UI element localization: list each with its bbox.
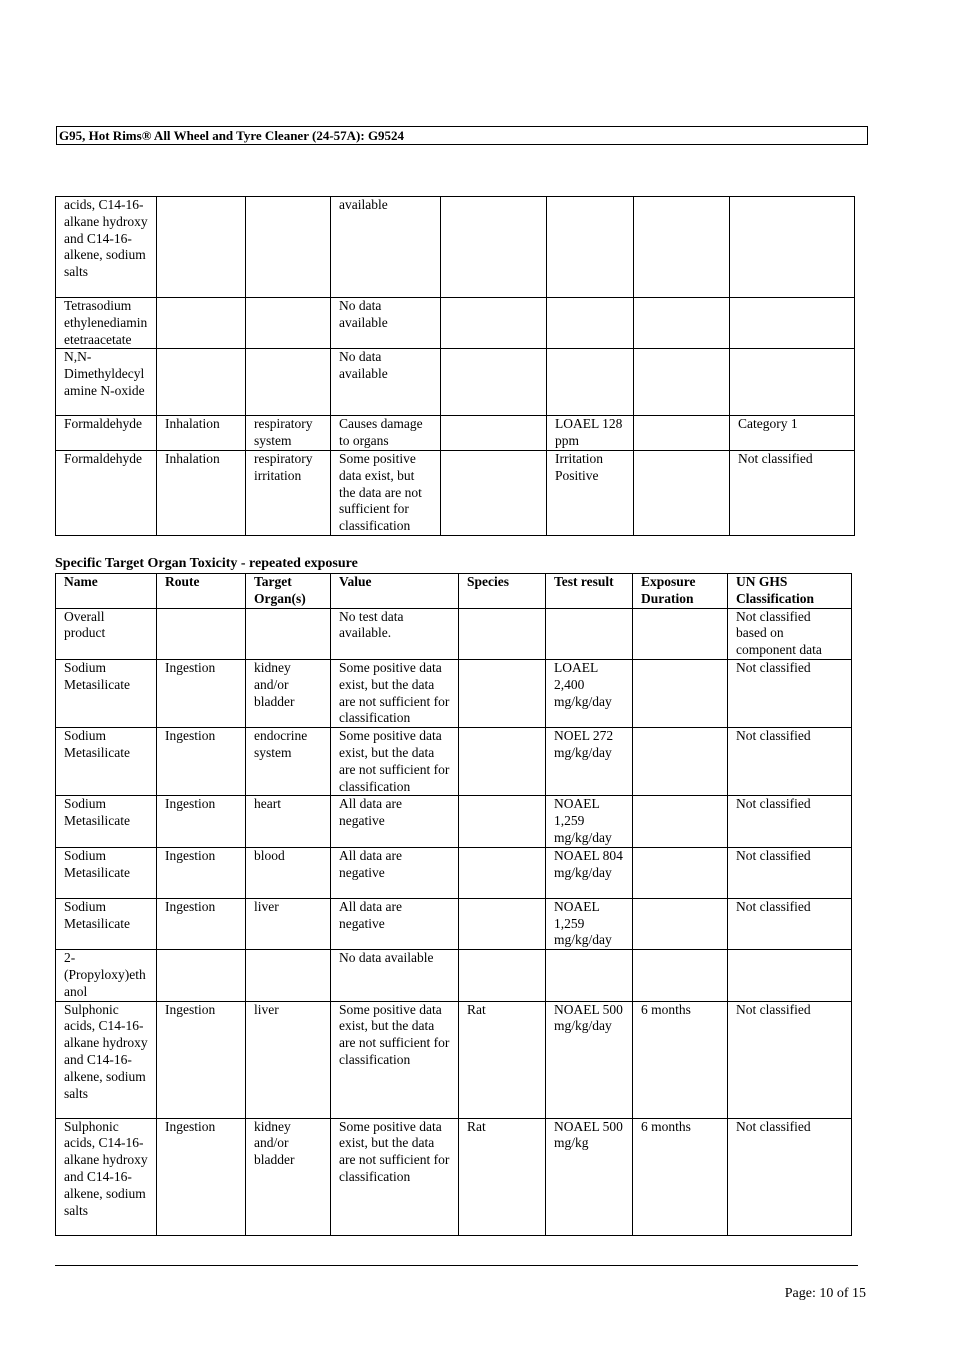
table-cell: Sodium Metasilicate [56, 728, 157, 796]
table-cell [246, 197, 331, 298]
table-cell: Ingestion [157, 898, 246, 949]
table-cell: heart [246, 796, 331, 847]
table-cell: NOAEL 1,259 mg/kg/day [546, 898, 633, 949]
table-cell [441, 197, 547, 298]
table-cell: Tetrasodium ethylenediaminetetraacetate [56, 298, 157, 349]
table-cell: Ingestion [157, 728, 246, 796]
table-row [56, 450, 855, 535]
table-row [56, 847, 852, 898]
table-cell [157, 950, 246, 1001]
table-cell: All data are negative [331, 898, 459, 949]
table-cell [459, 950, 546, 1001]
table-cell: available [331, 197, 441, 298]
table-cell [634, 349, 730, 416]
table-row [56, 608, 852, 659]
table-cell: Not classified [728, 1001, 852, 1118]
table-cell [634, 197, 730, 298]
table-cell: 6 months [633, 1001, 728, 1118]
table-cell [459, 728, 546, 796]
table-cell [634, 416, 730, 451]
table-cell [633, 796, 728, 847]
table-cell: Not classified [728, 847, 852, 898]
table-cell: acids, C14-16-alkane hydroxy and C14-16-alkene, sodium salts [56, 197, 157, 298]
table-cell: Inhalation [157, 416, 246, 451]
table-row [56, 898, 852, 949]
table-cell: Ingestion [157, 1118, 246, 1235]
table-cell [441, 450, 547, 535]
table-cell: Category 1 [730, 416, 855, 451]
table-cell [441, 298, 547, 349]
table-cell: LOAEL 128 ppm [547, 416, 634, 451]
table-cell [157, 197, 246, 298]
table-cell [633, 898, 728, 949]
table-cell: No data available [331, 298, 441, 349]
table-cell: Some positive data exist, but the data are not sufficient for classification [331, 1118, 459, 1235]
table-cell [246, 608, 331, 659]
table-cell: Irritation Positive [547, 450, 634, 535]
table-cell: Ingestion [157, 659, 246, 727]
table-cell: respiratory irritation [246, 450, 331, 535]
table-cell: Sodium Metasilicate [56, 796, 157, 847]
table-row [56, 197, 855, 298]
table-cell [634, 450, 730, 535]
table-cell: LOAEL 2,400 mg/kg/day [546, 659, 633, 727]
table-cell: Not classified [728, 898, 852, 949]
column-header: Route [157, 574, 246, 609]
table-cell: Not classified [730, 450, 855, 535]
table-cell [547, 349, 634, 416]
table-cell: NOAEL 1,259 mg/kg/day [546, 796, 633, 847]
table-cell [633, 659, 728, 727]
table-cell [633, 950, 728, 1001]
table-cell: Sodium Metasilicate [56, 847, 157, 898]
table-cell: All data are negative [331, 847, 459, 898]
table-cell [633, 608, 728, 659]
table-row [56, 298, 855, 349]
column-header: Species [459, 574, 546, 609]
column-header: Value [331, 574, 459, 609]
table-cell: Rat [459, 1118, 546, 1235]
table-row [56, 416, 855, 451]
table-cell: NOAEL 500 mg/kg/day [546, 1001, 633, 1118]
table-cell: Overall product [56, 608, 157, 659]
table-cell: Some positive data exist, but the data are not sufficient for classification [331, 1001, 459, 1118]
table-cell [157, 349, 246, 416]
table-cell: NOAEL 804 mg/kg/day [546, 847, 633, 898]
table-cell: respiratory system [246, 416, 331, 451]
table-cell [246, 298, 331, 349]
table-cell [157, 298, 246, 349]
table-cell: All data are negative [331, 796, 459, 847]
table-cell: Not classified [728, 728, 852, 796]
table-cell [547, 298, 634, 349]
table-row [56, 1118, 852, 1235]
table-cell: Some positive data exist, but the data are not sufficient for classification [331, 728, 459, 796]
table-row [56, 950, 852, 1001]
table-cell [246, 950, 331, 1001]
table-cell [730, 349, 855, 416]
table-cell [730, 298, 855, 349]
table-cell [634, 298, 730, 349]
table-cell: NOAEL 500 mg/kg [546, 1118, 633, 1235]
table-cell: endocrine system [246, 728, 331, 796]
table-header-row [56, 574, 852, 609]
table-cell [633, 728, 728, 796]
table-cell: Ingestion [157, 796, 246, 847]
table-cell [547, 197, 634, 298]
table-cell: liver [246, 898, 331, 949]
table-cell: Not classified [728, 1118, 852, 1235]
table-cell [157, 608, 246, 659]
column-header: Test result [546, 574, 633, 609]
table-cell: 6 months [633, 1118, 728, 1235]
table-cell: kidney and/or bladder [246, 659, 331, 727]
section-title-repeated-exposure: Specific Target Organ Toxicity - repeated exposure [55, 556, 358, 571]
table-row [56, 659, 852, 727]
page-number: Page: 10 of 15 [784, 1286, 866, 1301]
table-cell: Not classified [728, 659, 852, 727]
table-cell: No test data available. [331, 608, 459, 659]
table-cell: NOEL 272 mg/kg/day [546, 728, 633, 796]
column-header: Target Organ(s) [246, 574, 331, 609]
table-cell: Sulphonic acids, C14-16-alkane hydroxy and C14-16-alkene, sodium salts [56, 1118, 157, 1235]
table-cell [459, 659, 546, 727]
table-cell [441, 416, 547, 451]
table-cell [730, 197, 855, 298]
table-cell: Rat [459, 1001, 546, 1118]
table-cell [459, 898, 546, 949]
table-cell [546, 950, 633, 1001]
table-cell: No data available [331, 950, 459, 1001]
table-cell: Formaldehyde [56, 450, 157, 535]
table-cell [459, 608, 546, 659]
table-cell [459, 796, 546, 847]
table-row [56, 728, 852, 796]
table-row [56, 349, 855, 416]
column-header: Name [56, 574, 157, 609]
repeated-exposure-table [55, 573, 852, 1236]
column-header: UN GHS Classification [728, 574, 852, 609]
table-cell [459, 847, 546, 898]
table-cell: 2-(Propyloxy)ethanol [56, 950, 157, 1001]
table-cell [728, 950, 852, 1001]
table-cell [246, 349, 331, 416]
table-cell: N,N-Dimethyldecylamine N-oxide [56, 349, 157, 416]
table-cell: Ingestion [157, 847, 246, 898]
table-row [56, 1001, 852, 1118]
table-cell: Sulphonic acids, C14-16-alkane hydroxy and C14-16-alkene, sodium salts [56, 1001, 157, 1118]
table-cell: Sodium Metasilicate [56, 659, 157, 727]
column-header: Exposure Duration [633, 574, 728, 609]
table-cell [546, 608, 633, 659]
table-cell: blood [246, 847, 331, 898]
table-cell: Some positive data exist, but the data are not sufficient for classification [331, 450, 441, 535]
table-cell: Some positive data exist, but the data are not sufficient for classification [331, 659, 459, 727]
table-cell: liver [246, 1001, 331, 1118]
table-cell: Formaldehyde [56, 416, 157, 451]
table-cell: Not classified based on component data [728, 608, 852, 659]
single-exposure-table-continued [55, 196, 855, 536]
table-cell: Not classified [728, 796, 852, 847]
table-row [56, 796, 852, 847]
table-cell [441, 349, 547, 416]
table-cell: Ingestion [157, 1001, 246, 1118]
table-cell: kidney and/or bladder [246, 1118, 331, 1235]
document-header-title: G95, Hot Rims® All Wheel and Tyre Cleaner (24-57A): G9524 [56, 126, 868, 145]
table-cell: Inhalation [157, 450, 246, 535]
table-cell: Causes damage to organs [331, 416, 441, 451]
footer-divider [55, 1265, 858, 1266]
table-cell [633, 847, 728, 898]
table-cell: Sodium Metasilicate [56, 898, 157, 949]
table-cell: No data available [331, 349, 441, 416]
